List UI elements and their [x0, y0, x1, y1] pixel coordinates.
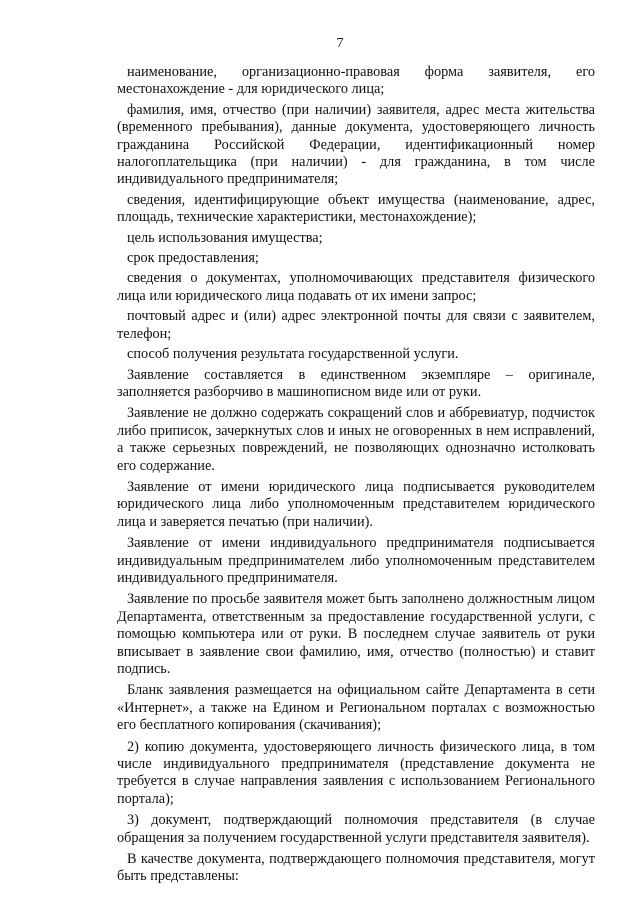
paragraph-single-copy: Заявление составляется в единственном экземпляре – оригинале, заполняется разборчиво в машинописном виде или от руки.: [117, 366, 595, 400]
paragraph-no-abbreviations: Заявление не должно содержать сокращений слов и аббревиатур, подчисток либо приписок, зачеркнутых слов и иных не оговоренных в нем исправлений, а также серьезных повреждений, не позволяющих однозначно истолковать его содержание.: [117, 405, 595, 474]
paragraph-representative-authority: 3) документ, подтверждающий полномочия представителя (в случае обращения за получением государственной услуги представителя заявителя).: [117, 812, 595, 846]
paragraph-result-method: способ получения результата государственной услуги.: [127, 346, 459, 363]
paragraph-property-info: сведения, идентифицирующие объект имущества (наименование, адрес, площадь, технические характеристики, местонахождение);: [117, 191, 595, 226]
paragraph-authority-documents-intro: В качестве документа, подтверждающего полномочия представителя, могут быть представлены:: [117, 851, 595, 885]
paragraph-form-on-website: Бланк заявления размещается на официальном сайте Департамента в сети «Интернет», а также на Едином и Региональном порталах с возможностью его бесплатного копирования (скачивания);: [117, 682, 595, 734]
paragraph-applicant-name: наименование, организационно-правовая форма заявителя, его местонахождение - для юридического лица;: [117, 64, 595, 98]
paragraph-usage-purpose: цель использования имущества;: [127, 229, 323, 246]
page-number: 7: [336, 36, 344, 51]
paragraph-filled-by-official: Заявление по просьбе заявителя может быть заполнено должностным лицом Департамента, ответственным за предоставление государственной услуги, с помощью компьютера или от руки. В последнем случае заявитель от руки вписывает в заявление свои фамилию, имя, отчество (полностью) и ставит подпись.: [117, 591, 595, 677]
paragraph-identity-document-copy: 2) копию документа, удостоверяющего личность физического лица, в том числе индивидуального предпринимателя (представление документа не требуется в случае направления заявления с использованием Регионального портала);: [117, 738, 595, 807]
paragraph-provision-term: срок предоставления;: [127, 250, 259, 267]
paragraph-representative-documents: сведения о документах, уполномочивающих представителя физического лица или юридического лица подавать от их имени запрос;: [117, 270, 595, 304]
paragraph-entrepreneur-signature: Заявление от имени индивидуального предпринимателя подписывается индивидуальным предпринимателем либо уполномоченным представителем индивидуального предпринимателя.: [117, 535, 595, 586]
page-body: [117, 64, 595, 886]
paragraph-contact-address: почтовый адрес и (или) адрес электронной почты для связи с заявителем, телефон;: [117, 308, 595, 342]
paragraph-legal-entity-signature: Заявление от имени юридического лица подписывается руководителем юридического лица либо уполномоченным представителем юридического лица и заверяется печатью (при наличии).: [117, 478, 595, 530]
paragraph-applicant-personal-data: фамилия, имя, отчество (при наличии) заявителя, адрес места жительства (временного пребывания), данные документа, удостоверяющего личность гражданина Российской Федерации, идентификационный номер налогоплательщика (при наличии) - для гражданина, в том числе индивидуального предпринимателя;: [117, 101, 595, 188]
